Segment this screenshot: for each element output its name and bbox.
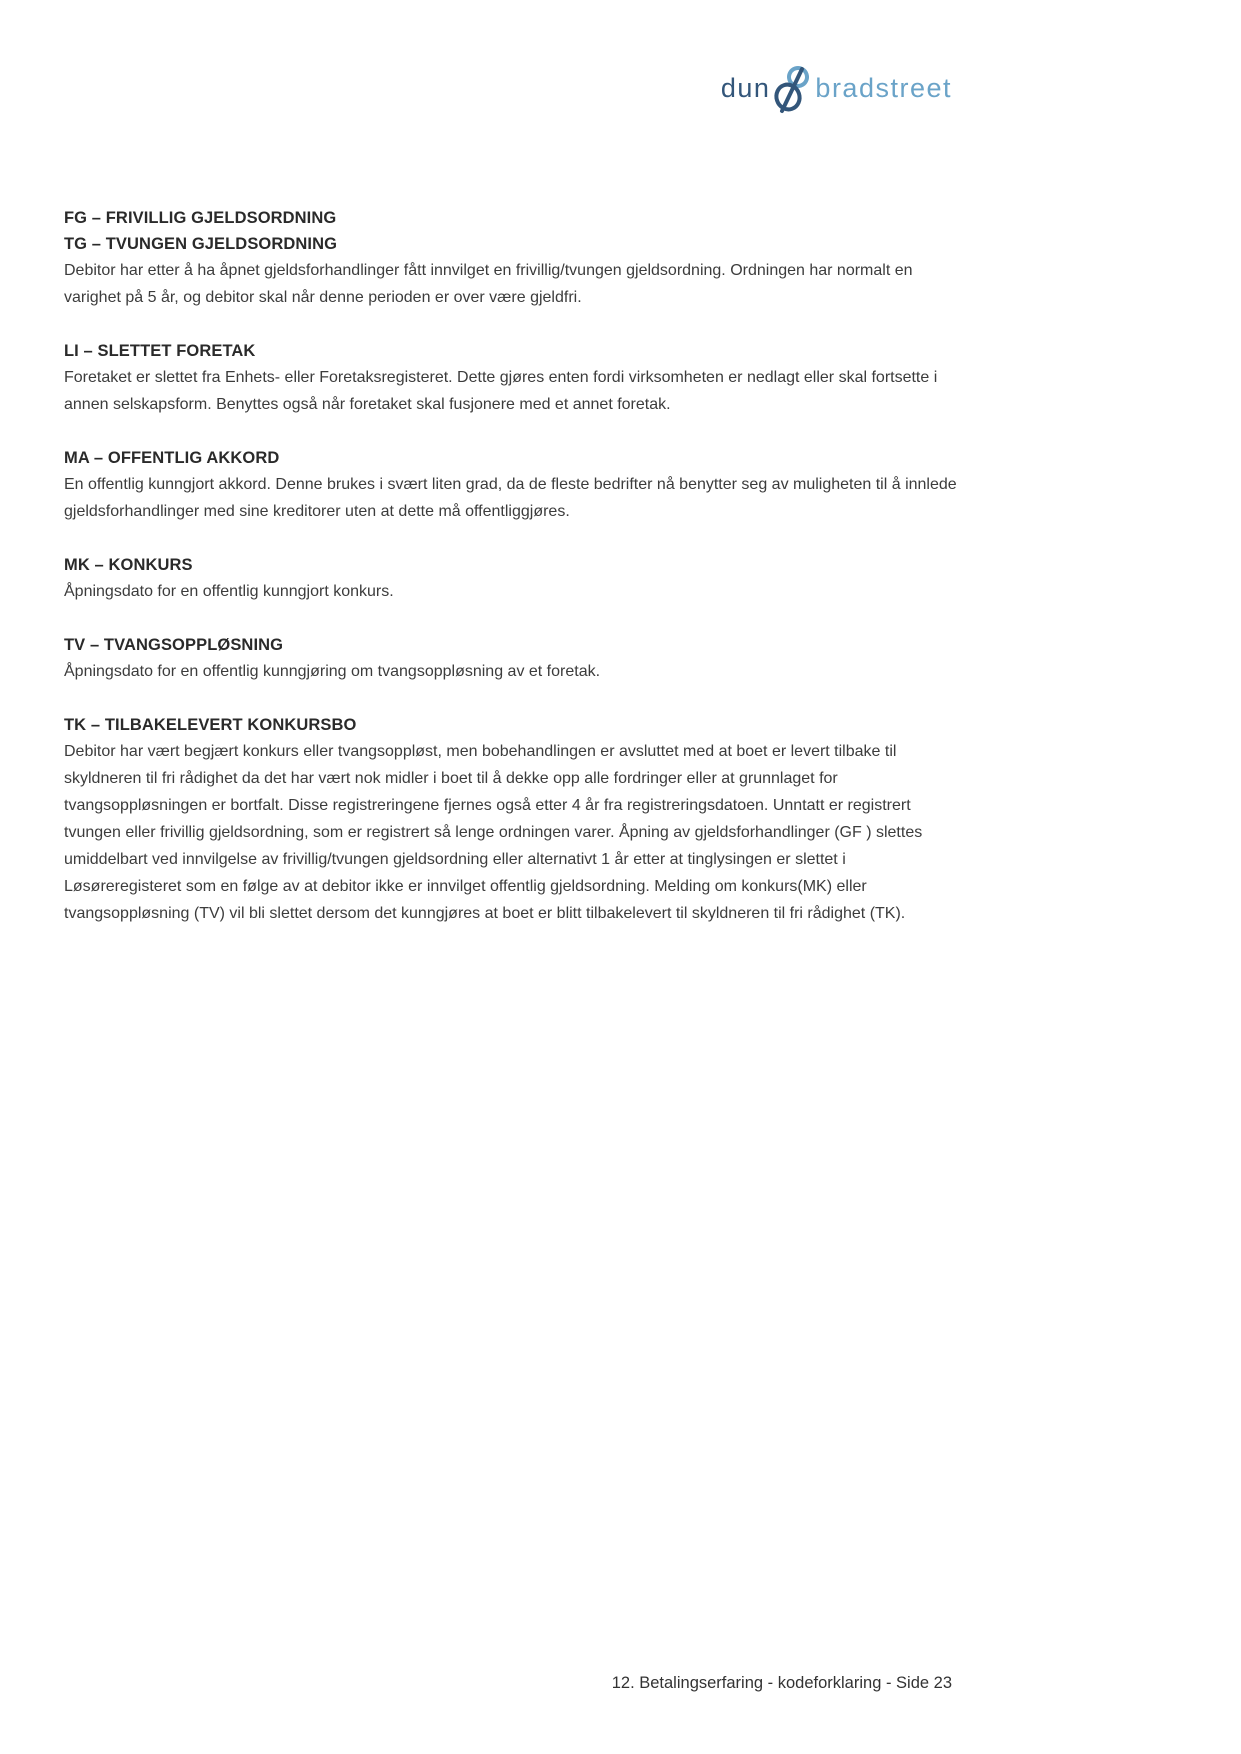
- section-tk: [64, 712, 961, 927]
- section-tv: [64, 632, 961, 685]
- dun-bradstreet-logo: [64, 62, 952, 118]
- section-body-mk: Åpningsdato for en offentlig kunngjort konkurs.: [64, 583, 394, 600]
- ampersand-icon: [773, 64, 813, 116]
- section-body-li: Foretaket er slettet fra Enhets- eller Foretaksregisteret. Dette gjøres enten fordi virksomheten er nedlagt eller skal fortsette i annen selskapsform. Benyttes også når foretaket skal fusjonere med et annet foretak.: [64, 369, 938, 413]
- logo-word-dun: dun: [720, 72, 771, 103]
- section-heading-mk: MK – KONKURS: [64, 556, 193, 574]
- section-body-fg-tg: Debitor har etter å ha åpnet gjeldsforhandlinger fått innvilget en frivillig/tvungen gjeldsordning. Ordningen har normalt en varighet på 5 år, og debitor skal når denne perioden er over være gjeldfri.: [64, 262, 913, 306]
- section-body-tk: Debitor har vært begjært konkurs eller tvangsoppløst, men bobehandlingen er avsluttet med at boet er levert tilbake til skyldneren til fri rådighet da det har vært nok midler i boet til å dekke opp alle fordringer eller at grunnlaget for tvangsoppløsningen er bortfalt. Disse registreringene fjernes også etter 4 år fra registreringsdatoen. Unntatt er registrert tvungen eller frivillig gjeldsordning, som er registrert så lenge ordningen varer. Åpning av gjeldsforhandlinger (GF ) slettes umiddelbart ved innvilgelse av frivillig/tvungen gjeldsordning eller alternativt 1 år etter at tinglysingen er slettet i Løsøreregisteret som en følge av at debitor ikke er innvilget offentlig gjeldsordning. Melding om konkurs(MK) eller tvangsoppløsning (TV) vil bli slettet dersom det kunngjøres at boet er blitt tilbakelevert til skyldneren til fri rådighet (TK).: [64, 743, 923, 922]
- section-body-ma: En offentlig kunngjort akkord. Denne brukes i svært liten grad, da de fleste bedrifter nå benytter seg av muligheten til å innlede gjeldsforhandlinger med sine kreditorer uten at dette må offentliggjøres.: [64, 476, 957, 520]
- section-heading-ma: MA – OFFENTLIG AKKORD: [64, 449, 280, 467]
- section-li: [64, 338, 961, 418]
- code-explanations: [64, 205, 961, 954]
- section-body-tv: Åpningsdato for en offentlig kunngjøring om tvangsoppløsning av et foretak.: [64, 663, 601, 680]
- section-heading-tv: TV – TVANGSOPPLØSNING: [64, 636, 284, 654]
- section-heading-tg: TG – TVUNGEN GJELDSORDNING: [64, 235, 338, 253]
- logo-word-bradstreet: bradstreet: [815, 72, 952, 103]
- page-footer: 12. Betalingserfaring - kodeforklaring - Side 23: [611, 1674, 952, 1692]
- section-heading-li: LI – SLETTET FORETAK: [64, 342, 256, 360]
- section-mk: [64, 552, 961, 605]
- section-heading-fg: FG – FRIVILLIG GJELDSORDNING: [64, 209, 337, 227]
- section-heading-tk: TK – TILBAKELEVERT KONKURSBO: [64, 716, 357, 734]
- section-ma: [64, 445, 961, 525]
- section-fg-tg: [64, 205, 961, 311]
